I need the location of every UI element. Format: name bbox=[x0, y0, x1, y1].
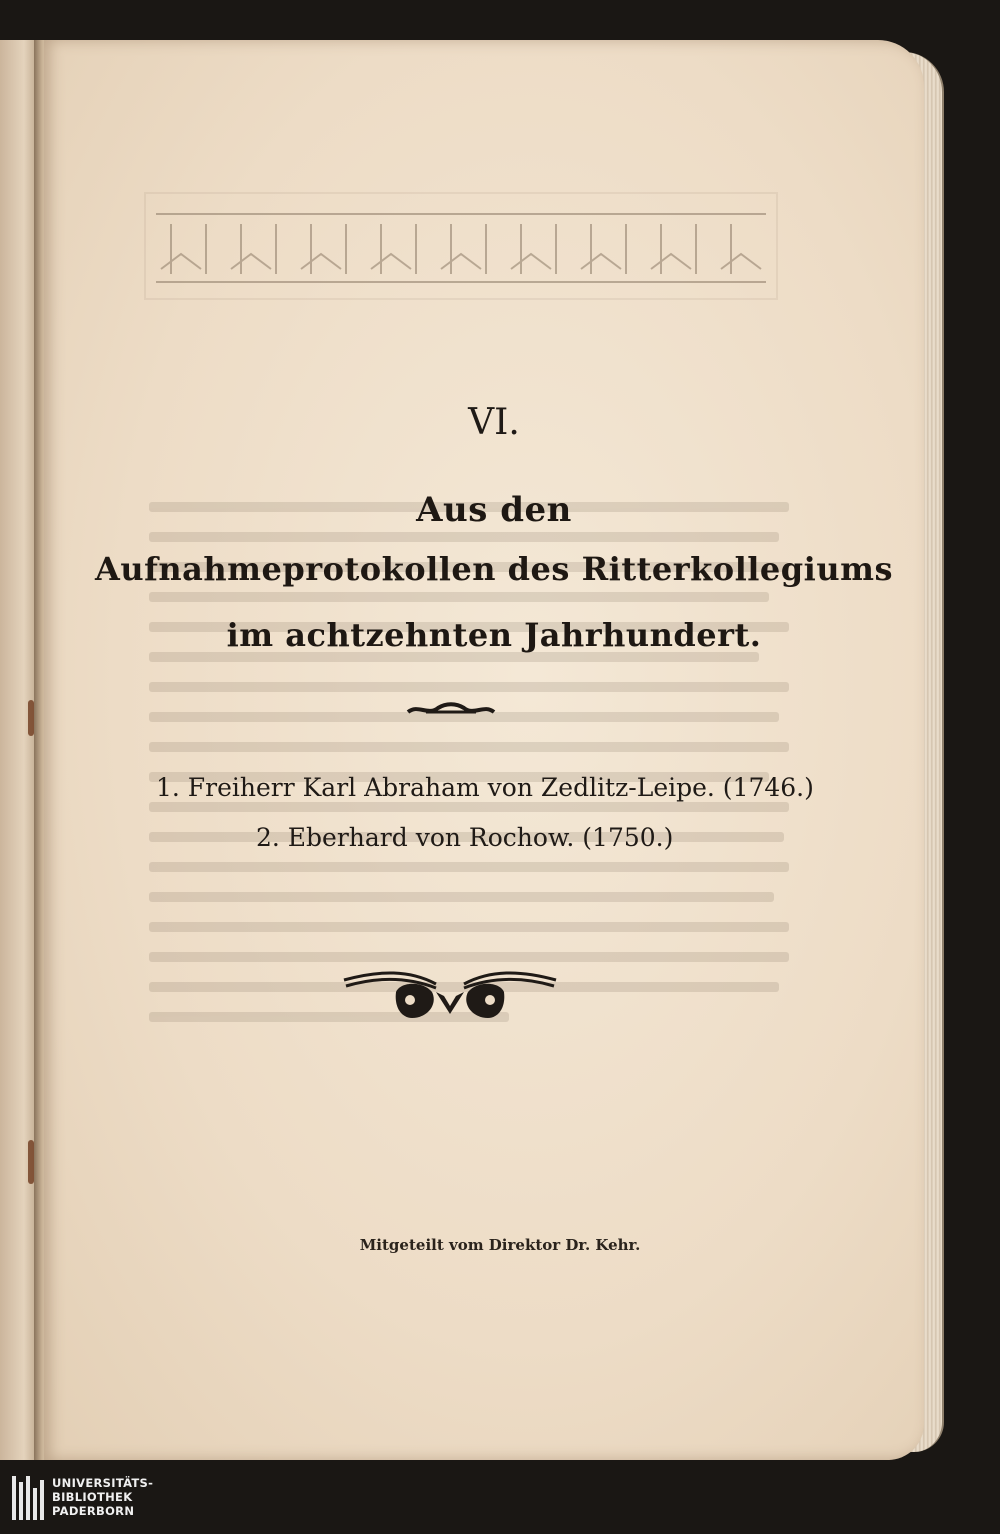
ghost-line bbox=[149, 592, 769, 602]
ghost-line bbox=[149, 892, 774, 902]
book-page bbox=[44, 40, 924, 1460]
divider-ornament-icon bbox=[406, 700, 496, 720]
ghost-line bbox=[149, 532, 779, 542]
ghost-line bbox=[149, 922, 789, 932]
page-content bbox=[44, 40, 924, 1460]
title-line-3: im achtzehnten Jahrhundert. bbox=[226, 616, 762, 654]
library-logo-text bbox=[52, 1476, 153, 1518]
credit-line: Mitgeteilt vom Direktor Dr. Kehr. bbox=[359, 1236, 641, 1254]
library-logo-mark-icon bbox=[10, 1474, 46, 1522]
library-logo-line-1: UNIVERSITÄTS- bbox=[52, 1476, 154, 1490]
floral-flourish-icon bbox=[340, 962, 560, 1026]
chapter-number: VI. bbox=[468, 402, 520, 443]
rust-stain bbox=[28, 1140, 34, 1184]
entry-zedlitz: 1. Freiherr Karl Abraham von Zedlitz-Leipe. (1746.) bbox=[156, 773, 814, 802]
ghost-line bbox=[149, 862, 789, 872]
entry-rochow: 2. Eberhard von Rochow. (1750.) bbox=[256, 823, 674, 852]
show-through-ornament bbox=[144, 192, 778, 300]
ghost-line bbox=[149, 952, 789, 962]
library-logo bbox=[0, 1460, 200, 1534]
rust-stain bbox=[28, 700, 34, 736]
ornament-pattern-icon bbox=[146, 194, 776, 298]
library-logo-line-2: BIBLIOTHEK bbox=[52, 1490, 133, 1504]
title-line-2: Aufnahmeprotokollen des Ritterkollegiums bbox=[95, 550, 893, 588]
title-line-1: Aus den bbox=[416, 490, 572, 530]
ghost-line bbox=[149, 742, 789, 752]
ghost-line bbox=[149, 682, 789, 692]
ghost-line bbox=[149, 802, 789, 812]
library-logo-line-3: PADERBORN bbox=[52, 1504, 135, 1518]
